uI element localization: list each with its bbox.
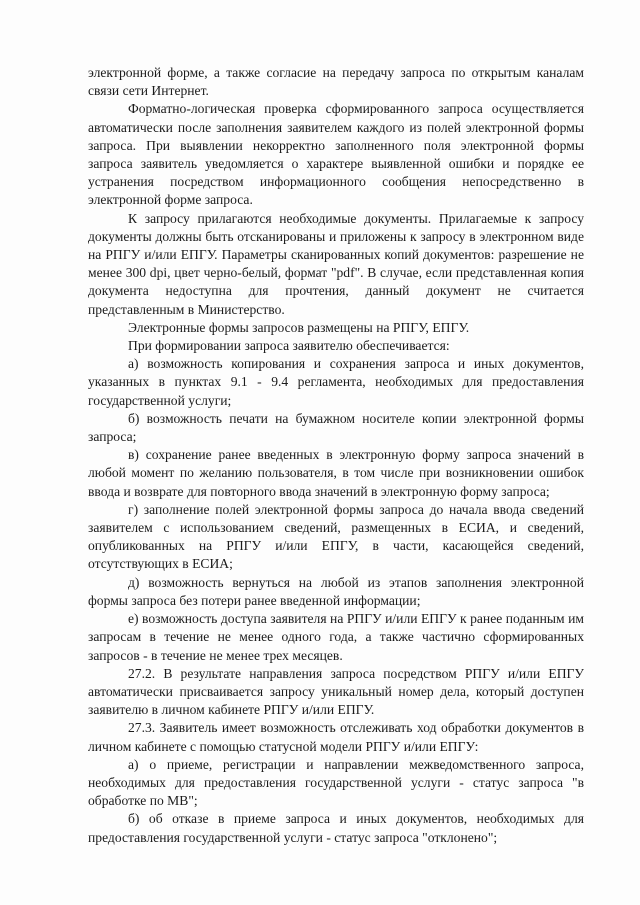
paragraph-attachments: К запросу прилагаются необходимые документы. Прилагаемые к запросу документы должны быть отсканированы и приложены к запросу в электронном виде на РПГУ и/или ЕПГУ. Параметры сканированных копий документов: разрешение не менее 300 dpi, цвет черно-белый, формат "pdf". В случае, если представленная копия документа недоступна для прочтения, данный документ не считается представленным в Министерство. [88,210,584,317]
status-item-a: а) о приеме, регистрации и направлении межведомственного запроса, необходимых для предоставления государственной услуги - статус запроса "в обработке по МВ"; [88,756,584,809]
list-item-d: д) возможность вернуться на любой из этапов заполнения электронной формы запроса без потери ранее введенной информации; [88,574,584,608]
list-item-e: е) возможность доступа заявителя на РПГУ и/или ЕПГУ к ранее поданным им запросам в течение не менее одного года, а также частично сформированных запросов - в течение не менее трех месяцев. [88,611,584,663]
paragraph-continuation: электронной форме, а также согласие на передачу запроса по открытым каналам связи сети Интернет. [88,65,584,99]
list-item-v: в) сохранение ранее введенных в электронную форму запроса значений в любой момент по желанию пользователя, в том числе при возникновении ошибок ввода и возврате для повторного ввода значений в электронную форму запроса; [88,447,584,499]
clause-27-2: 27.2. В результате направления запроса посредством РПГУ и/или ЕПГУ автоматически присваивается запросу уникальный номер дела, который доступен заявителю в личном кабинете РПГУ и/или ЕПГУ. [88,665,584,718]
clause-27-3: 27.3. Заявитель имеет возможность отслеживать ход обработки документов в личном кабинете с помощью статусной модели РПГУ и/или ЕПГУ: [88,720,584,754]
paragraph-forms-location: Электронные формы запросов размещены на РПГУ, ЕПГУ. [128,319,470,335]
list-item-a: а) возможность копирования и сохранения запроса и иных документов, указанных в пунктах 9.1 - 9.4 регламента, необходимых для предоставления государственной услуги; [88,356,584,408]
paragraph-format-check: Форматно-логическая проверка сформированного запроса осуществляется автоматически после заполнения заявителем каждого из полей электронной формы запроса. При выявлении некорректно заполненного поля электронной формы запроса заявитель уведомляется о характере выявленной ошибки и порядке ее устранения посредством информационного сообщения непосредственно в электронной форме запроса. [88,101,584,208]
list-item-b: б) возможность печати на бумажном носителе копии электронной формы запроса; [88,410,584,445]
list-item-g: г) заполнение полей электронной формы запроса до начала ввода сведений заявителем с использованием сведений, размещенных в ЕСИА, и сведений, опубликованных на РПГУ и/или ЕПГУ, в части, касающейся сведений, отсутствующих в ЕСИА; [88,501,584,572]
document-body [88,64,584,847]
status-item-b: б) об отказе в приеме запроса и иных документов, необходимых для предоставления государственной услуги - статус запроса "отклонено"; [88,811,584,845]
paragraph-provisions-intro: При формировании запроса заявителю обеспечивается: [128,338,450,354]
